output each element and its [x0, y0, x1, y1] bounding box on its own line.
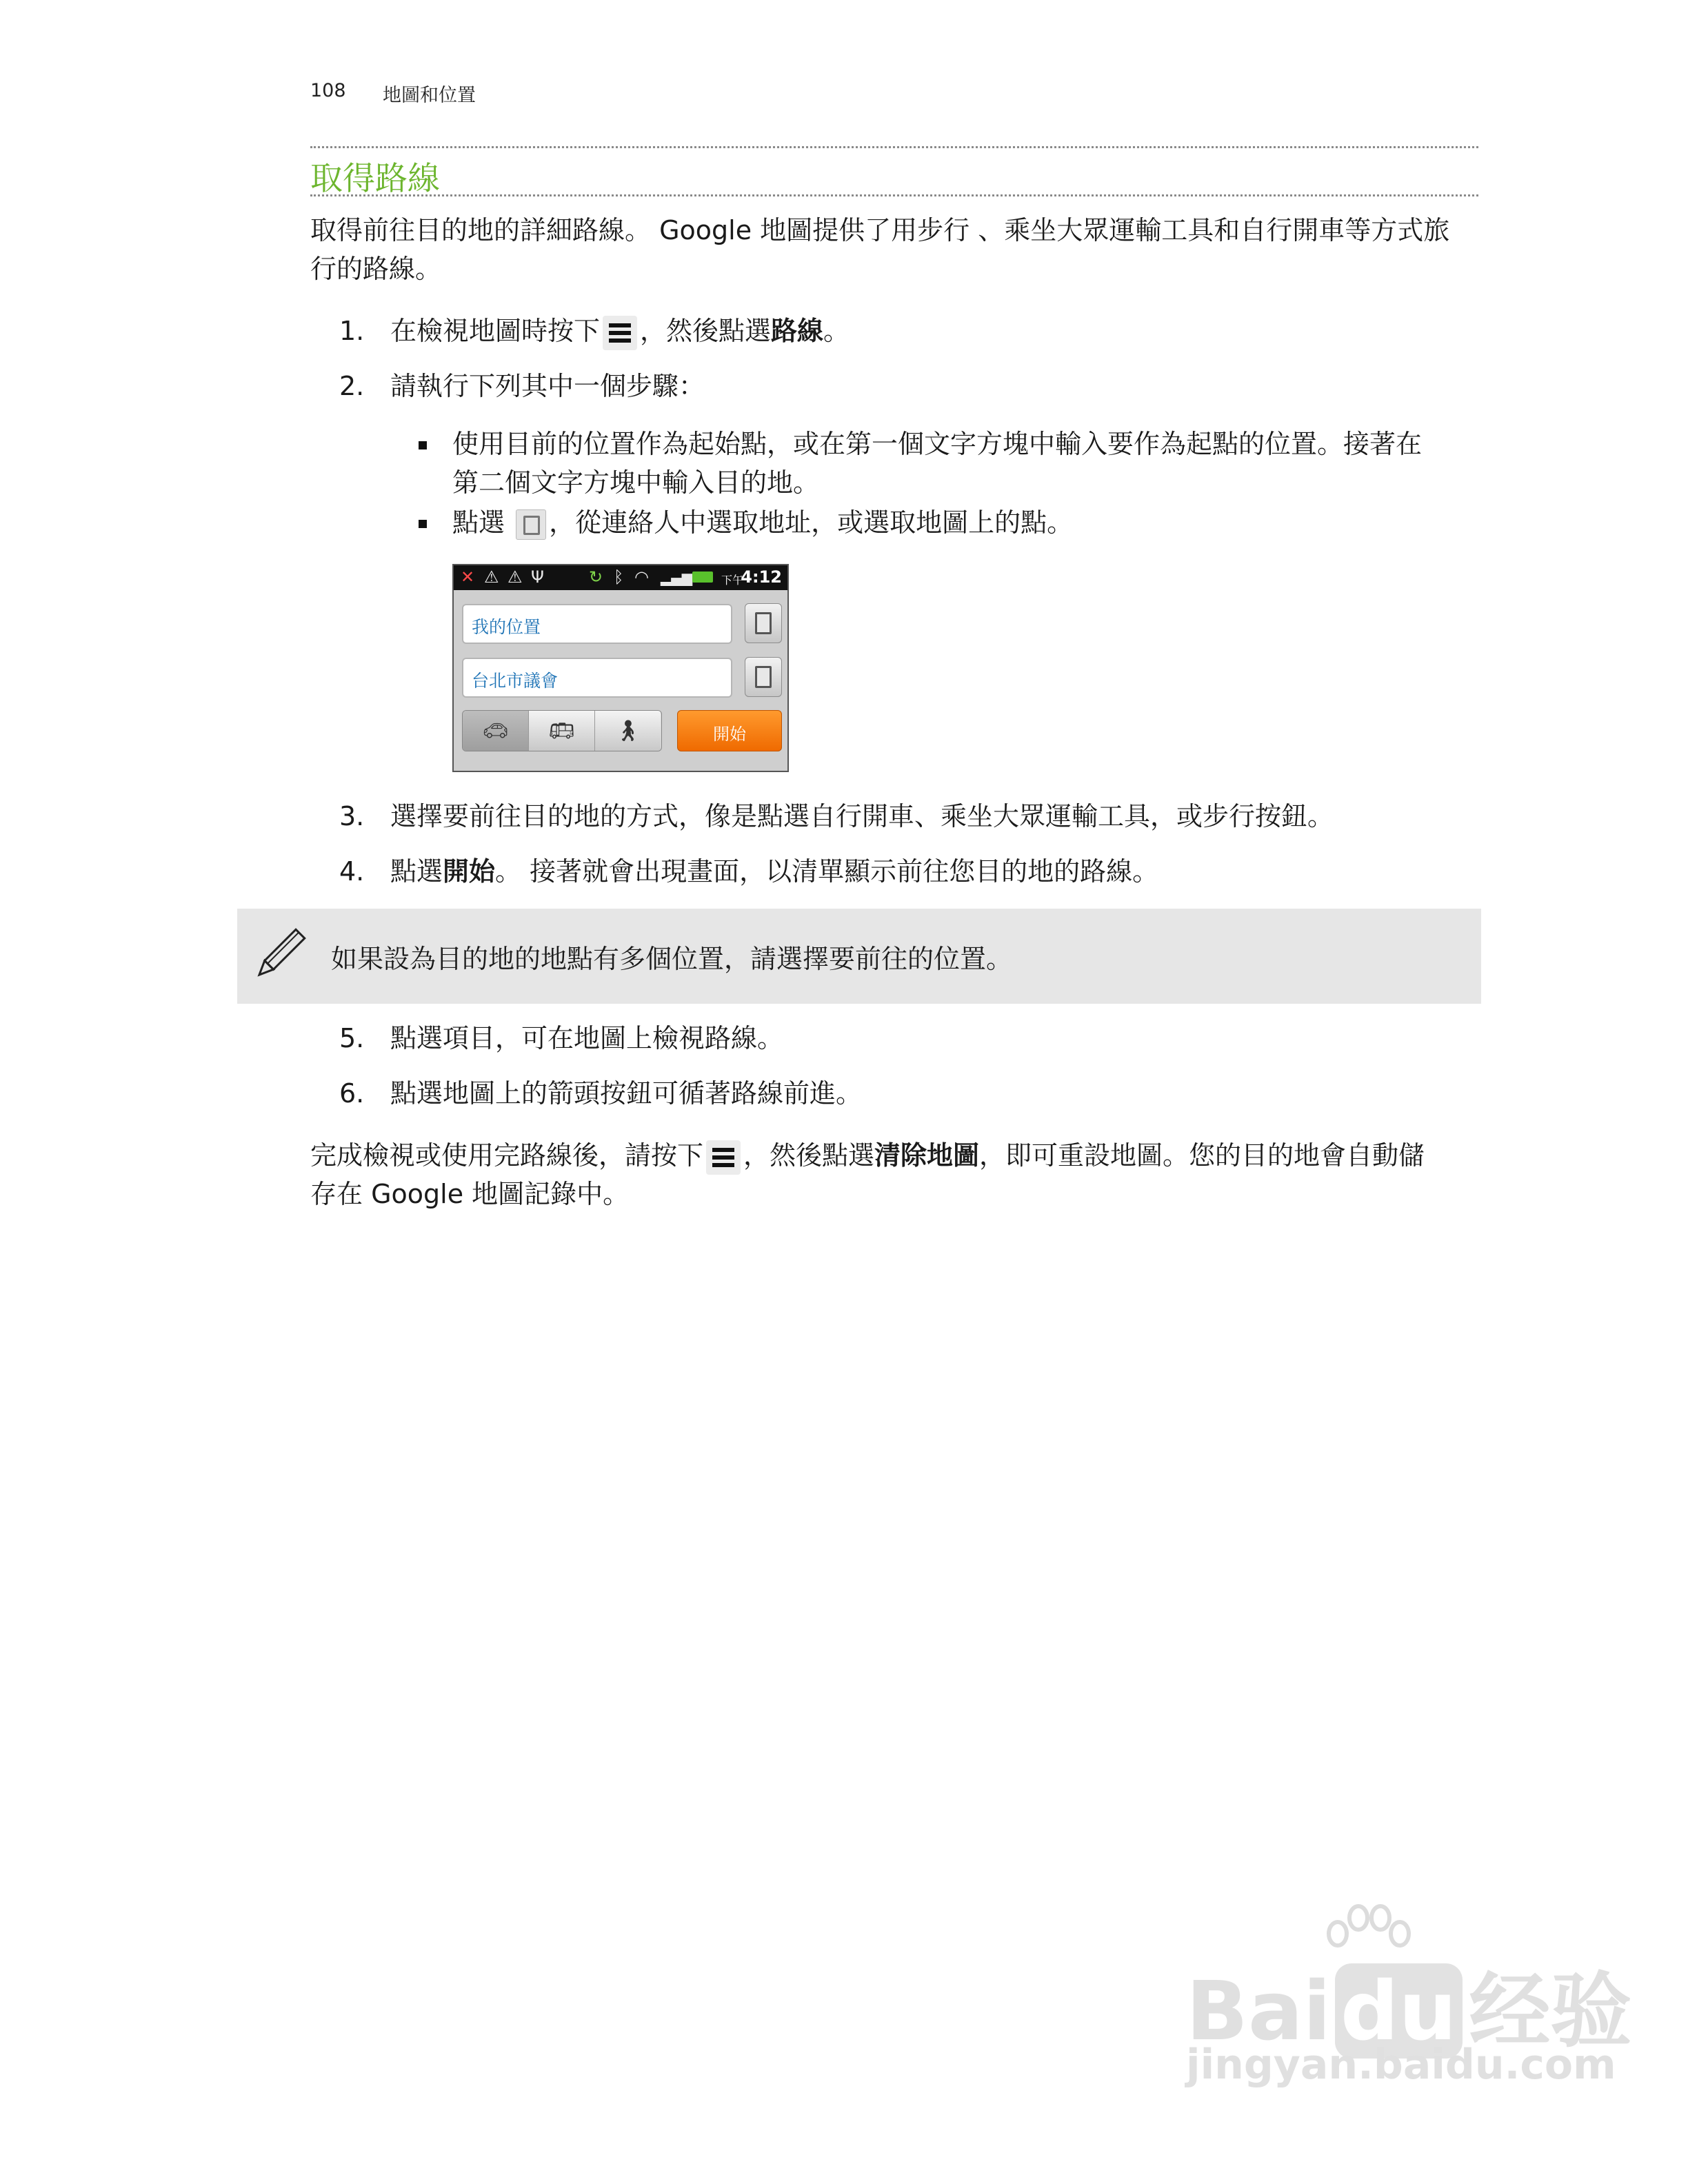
step-5-text: 點選項目，可在地圖上檢視路線。 — [390, 1023, 784, 1053]
closing-line-1 — [310, 1136, 1483, 1175]
step-3-text: 選擇要前往目的地的方式，像是點選自行開車、乘坐大眾運輸工具，或步行按鈕。 — [390, 801, 1334, 831]
note-text: 如果設為目的地的地點有多個位置，請選擇要前往的位置。 — [331, 944, 1013, 974]
step-1-number: 1. — [339, 316, 365, 346]
walk-icon: 🚶︎ — [614, 719, 641, 743]
bullet-1-line-1: 使用目前的位置作為起始點，或在第一個文字方塊中輸入要作為起點的位置。接著在 — [452, 429, 1423, 459]
bluetooth-icon: ᛒ — [614, 567, 624, 587]
bus-mode-button[interactable] — [529, 711, 595, 751]
closing-bold: 清除地圖 — [874, 1140, 980, 1171]
step-6-text: 點選地圖上的箭頭按鈕可循著路線前進。 — [390, 1078, 863, 1109]
walk-mode-button[interactable] — [595, 711, 661, 751]
bus-icon: 🚌︎ — [548, 719, 575, 743]
step-1-end: 。 — [823, 316, 850, 346]
menu-icon — [706, 1140, 741, 1175]
step-4-number: 4. — [339, 856, 365, 887]
bullet-2-post: ，從連絡人中選取地址，或選取地圖上的點。 — [549, 507, 1074, 538]
bullet-marker — [419, 520, 427, 528]
start-location-field[interactable] — [462, 604, 732, 644]
section-title: 取得路線 — [310, 160, 440, 198]
destination-value: 台北市議會 — [472, 671, 559, 691]
destination-contact-button[interactable] — [745, 657, 782, 697]
bullet-marker — [419, 441, 427, 449]
step-2-number: 2. — [339, 371, 365, 401]
page-number: 108 — [310, 80, 346, 101]
closing-line-2: 存在 Google 地圖記錄中。 — [310, 1179, 630, 1209]
signal-icon: ▂▄▆ — [661, 569, 693, 586]
watermark-brand-2: du — [1335, 1963, 1462, 2059]
step-5-number: 5. — [339, 1023, 365, 1053]
divider-top — [310, 146, 1478, 148]
step-2-text: 請執行下列其中一個步驟： — [390, 371, 705, 401]
step-1-pre: 在檢視地圖時按下 — [390, 316, 601, 346]
closing-pre: 完成檢視或使用完路線後，請按下 — [310, 1140, 704, 1171]
start-button-label: 開始 — [713, 725, 746, 744]
bullet-1 — [452, 425, 1487, 502]
bullet-2-pre: 點選 — [452, 507, 505, 538]
status-bar — [454, 565, 787, 590]
step-1-bold: 路線 — [771, 316, 824, 346]
intro-paragraph — [310, 211, 1483, 288]
start-button[interactable] — [677, 710, 782, 751]
sync-icon: ↻ — [589, 567, 603, 587]
usb-icon: Ψ — [531, 567, 544, 587]
closing-post: ，即可重設地圖。您的目的地會自動儲 — [979, 1140, 1425, 1171]
watermark-url: jingyan.baidu.com — [1186, 2041, 1616, 2089]
battery-icon — [692, 572, 713, 583]
chapter-title: 地圖和位置 — [383, 85, 476, 106]
step-1-post: ，然後點選 — [640, 316, 772, 346]
intro-line-1: 取得前往目的地的詳細路線。 Google 地圖提供了用步行 、乘坐大眾運輸工具和自行開車等方式旅 — [310, 215, 1450, 245]
start-contact-button[interactable] — [745, 603, 782, 643]
destination-field[interactable] — [462, 658, 732, 698]
start-location-value: 我的位置 — [472, 617, 541, 637]
step-1-text — [390, 312, 850, 350]
missed-call-icon: ✕ — [461, 567, 475, 587]
intro-line-2: 行的路線。 — [310, 254, 442, 284]
menu-icon — [603, 316, 637, 350]
step-4-pre: 點選 — [390, 856, 443, 887]
contact-icon — [516, 509, 546, 540]
watermark-brand: Bai — [1186, 1963, 1332, 2059]
closing-mid: ，然後點選 — [743, 1140, 875, 1171]
step-4-bold: 開始 — [443, 856, 496, 887]
closing-paragraph — [310, 1136, 1483, 1213]
pencil-icon — [248, 924, 310, 986]
status-ampm: 下午 — [721, 574, 743, 587]
car-mode-button[interactable] — [463, 711, 529, 751]
divider-bottom — [310, 194, 1478, 196]
travel-mode-selector — [462, 710, 662, 751]
step-4-text — [390, 852, 1158, 891]
step-4-post: 。 接著就會出現畫面，以清單顯示前往您目的地的路線。 — [495, 856, 1159, 887]
step-3-number: 3. — [339, 801, 365, 831]
warning-icon: ⚠ — [508, 567, 523, 587]
bullet-1-line-2: 第二個文字方塊中輸入目的地。 — [452, 467, 820, 498]
warning-icon: ⚠ — [484, 567, 499, 587]
step-6-number: 6. — [339, 1078, 365, 1109]
phone-screenshot — [452, 564, 789, 772]
wifi-icon: ◠ — [634, 567, 649, 587]
watermark-cn: 经验 — [1469, 1963, 1632, 2059]
bullet-2 — [452, 503, 1487, 542]
car-icon: 🚗︎ — [482, 719, 509, 743]
status-time: 4:12 — [741, 567, 782, 587]
